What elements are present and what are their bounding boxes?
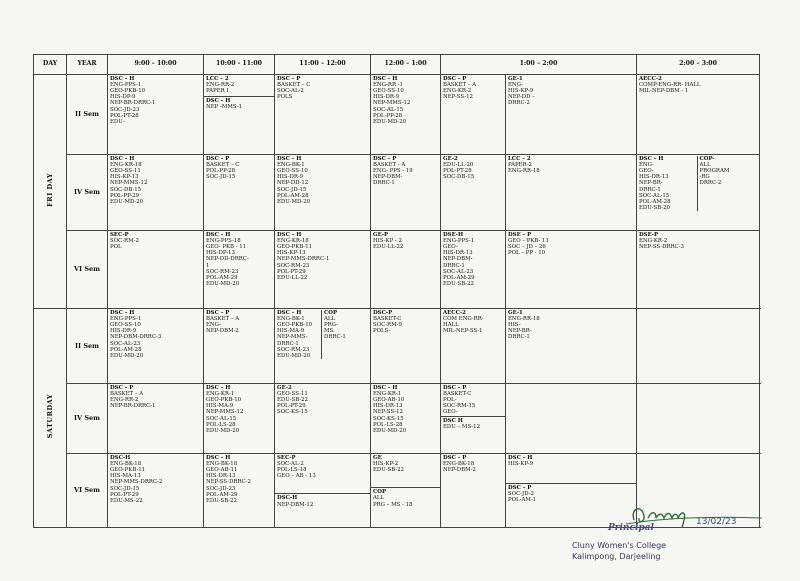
cell-line: DSE-H [443,231,464,238]
cell-line: DSC – P [110,384,134,391]
timetable-cell [637,383,760,453]
cell-line: GEO – PKB- 11 [508,237,549,244]
cell-line: HIS-DR-13 [206,473,236,480]
cell-line: DRRC-1 [443,262,465,269]
cell-line: DSC – P [443,384,467,391]
cell-line: EDU-SB-22 [206,498,237,505]
cell-line: DRRC-2 [508,100,530,107]
cell-line: GEO – AB - 13 [277,473,316,480]
cell-line: NEP-DBM-2 [443,467,476,474]
cell-line: NEP-SS-12 [373,409,403,416]
cell-line: HIS-KP-2 [373,460,399,467]
cell-line: POL – PP - 10 [508,250,546,257]
cell-line: DRRC-1 [373,180,395,187]
cell-line: GEO- [639,168,654,175]
cell-line: GE-2 [443,155,458,162]
timetable-cell [506,230,637,308]
timetable-cell [371,74,441,154]
cell-line: POL- [443,397,457,404]
header-row [34,55,760,75]
cell-line: HIS-DR-13 [443,250,473,257]
cell-line: ENG-PPS-18 [206,237,241,244]
cell-line: SOC-DB-15 [110,186,142,193]
timetable-cell [204,383,275,453]
cell-line: NEP-BR- [639,180,663,187]
cell-line: GEO-PKB-11 [277,244,313,251]
cell-line: ENG-PPS-1 [110,81,142,88]
cell-line: NEP-BR-DRRC-1 [110,403,156,410]
cell-line: ALL [373,495,385,502]
cell-line: SOC-RM-23 [206,268,239,275]
cell-line: NEP-DBM- [373,174,403,181]
cell-line: BASKET - A [373,161,406,168]
cell-line: HIS-DR-9 [373,94,400,101]
day-label: SATURDAY [45,394,54,439]
cell-line: ALL [324,315,336,322]
cell-line: LCC – 2 [206,75,229,82]
cell-line: DSC – H [206,231,231,238]
cell-line: POL-AM-29 [206,491,238,498]
cell-line: SOC-JD-15 [206,174,236,181]
cell-line: HIS-MA-13 [110,473,141,480]
timetable-cell [441,383,506,453]
cell-line: BASKET – C [206,161,240,168]
timetable-cell [204,230,275,308]
cell-line: NEP-DBM-DRRC-3 [110,334,162,341]
cell-line: SOC-AL-15 [639,192,670,199]
timetable-cell [441,230,506,308]
cell-line: DSC – P [443,75,467,82]
header-slot-4: 12:00 – 1:00 [371,55,441,75]
cell-line: MIL-NEP-DBM - 1 [639,88,689,95]
cell-line: ENG-KR-2 [443,88,472,95]
cell-line: EDU-LL-20 [443,161,474,168]
cell-line: ENG-BK-18 [443,460,475,467]
cell-line: HIS-DR-13 [639,174,669,181]
cell-line: EDU-SB-22 [277,397,308,404]
cell-line: EDU-LL-22 [277,275,308,282]
cell-line: HIS-KP-9 [508,88,534,95]
cell-line: ENG-BK-1 [277,161,305,168]
cell-line: SOC-RM-15 [443,403,476,410]
cell-line: SOC – JD – 26 [508,244,546,251]
cell-line: PAPER-2 [508,161,532,168]
year-label: IV Sem [67,383,108,453]
cell-line: DSC – P [206,155,230,162]
day-label-cell [34,74,67,308]
cell-line: DSC – P [443,454,467,461]
cell-line: POL-AM-1 [508,497,537,504]
cell-line: DSC – H [277,309,302,316]
cell-line: GE-1 [508,75,523,82]
cell-line: DSC – H [206,454,231,461]
cell-line: POL-PP-29 [110,192,140,199]
cell-line: NEP-MMS-12 [110,180,148,187]
cell-line: GEO-PKB-10 [206,397,242,404]
cell-line: EDU-MD-20 [373,428,407,435]
cell-line: NEP-MMS-12 [206,409,244,416]
cell-line: EDU-MD-20 [110,199,144,206]
cell-line: ENG-RR-2 [206,81,235,88]
cell-line: HALL [443,322,459,329]
cell-line: ENG- [508,81,523,88]
timetable-cell [637,74,760,154]
timetable-cell [108,230,204,308]
timetable-row [34,383,760,453]
cell-line: POL [110,244,122,251]
cell-line: HIS-KP - 2 [373,237,402,244]
cell-line: DSC – H [373,75,398,82]
cell-line: SOC-AL-2 [277,88,304,95]
cell-line: NEP-BR- [508,328,532,335]
cell-line: ALL [699,161,711,168]
cell-line: AECC-2 [639,75,662,82]
cell-line: ENG-KR-18 [277,237,309,244]
cell-line: HIS-KP-13 [110,174,139,181]
cell-line: GEO-PKB-10 [277,322,313,329]
cell-line: DSC – P [373,155,397,162]
year-label: II Sem [67,308,108,383]
cell-line: GEO-SS-10 [373,88,404,95]
cell-line: SOC-AL-23 [110,340,141,347]
cell-line: NEP-DBM-2 [206,328,239,335]
cell-line: POL-AM-29 [206,275,238,282]
cell-line: ENG-KR-18 [110,161,142,168]
cell-line: GEO-PKB-11 [110,467,146,474]
timetable-cell [108,154,204,230]
cell-line: POL-LS-28 [373,421,403,428]
cell-line: EDU-SB-20 [639,205,670,212]
cell-line: ENG-RR -1 [373,81,403,88]
cell-line: ENG-KR-1 [206,390,235,397]
cell-line: GEO-AB-11 [206,467,238,474]
cell-line: EDU-MD-20 [206,281,240,288]
cell-line: PAPER I [206,88,229,95]
timetable-cell [204,308,275,383]
header-slot-5: 1:00 – 2:00 [441,55,637,75]
timetable-cell [441,453,506,527]
cell-line: ENG-RR-18 [508,315,540,322]
cell-line: NEP-SS-DRRC-3 [639,244,684,251]
cell-line: NEP-BR-DRRC-1 [110,100,156,107]
cell-line: ENG-BK-18 [206,460,238,467]
timetable-cell [275,154,371,230]
day-label: FRI DAY [45,173,54,207]
timetable-cell [108,74,204,154]
cell-line: HIS-MA-9 [277,328,305,335]
timetable-cell [275,383,371,453]
cell-line: HIS-DP-13 [206,250,235,257]
timetable-cell [637,308,760,383]
timetable-cell [108,453,204,527]
cell-line: POL-AM-29 [443,275,475,282]
cell-line: DSC – P [206,309,230,316]
cell-line: POL-AM-28 [639,199,671,206]
header-slot-6: 2:00 – 3:00 [637,55,760,75]
cell-line: DSC – H [639,155,664,162]
timetable-cell [275,453,371,527]
cell-line: POL-AM-28 [277,192,309,199]
timetable-cell [108,383,204,453]
timetable-cell [275,74,371,154]
cell-line: POL-PT-29 [277,403,306,410]
cell-line: SOC-AL-15 [206,415,237,422]
cell-line: GEO-AB-10 [373,397,405,404]
cell-line: NEP-DD-DRRC- [206,256,249,263]
cell-line: NEP-DBM-12 [277,501,314,508]
cell-line: COP [373,489,387,496]
cell-line: SOC-JD-23 [110,106,140,113]
cell-line: DRRC-1 [277,340,299,347]
cell-line: COP- [699,155,715,162]
cell-line: DRRC-2 [699,180,722,187]
cell-line: DSC – H [277,155,302,162]
cell-line: AECC-2 [443,309,466,316]
cell-line: POL-AM-28 [110,346,142,353]
cell-line: EDU-MD-20 [277,353,311,360]
cell-line: SOC-JD-23 [206,485,236,492]
cell-line: LCC – 2 [508,155,531,162]
timetable-cell [441,74,506,154]
timetable-cell [371,154,441,230]
cell-line: EDU-SB-22 [373,467,404,474]
cell-line: ENG-KR-2 [639,237,668,244]
cell-line: BASKET – A [110,390,144,397]
year-label: VI Sem [67,453,108,527]
college-place: Kalimpong, Darjeeling [572,552,661,561]
cell-line: DSE-P [639,231,659,238]
cell-line: GEO-SS-10 [110,322,141,329]
timetable-cell [371,383,441,453]
cell-line: GEO-PKB-10 [110,88,146,95]
cell-line: EDU-SB-22 [443,281,474,288]
header-day: DAY [34,55,67,75]
cell-line: BASKET – A [443,81,477,88]
cell-line: DRRC-1 [508,334,530,341]
cell-line: SOC-DB-15 [443,174,475,181]
cell-line: BASKET-C [443,390,472,397]
cell-line: -RG [699,174,710,181]
cell-line: POLS- [373,328,391,335]
cell-line: POL-PP-28 [373,112,403,119]
cell-line: GEO-SS-11 [110,168,141,175]
cell-line: DSC – H [206,98,231,105]
timetable-cell [371,230,441,308]
timetable-cell [441,308,506,383]
cell-line: HIS-DP-9 [110,94,136,101]
cell-line: COMP-ENG-RR- HALL [639,81,701,88]
cell-line: GEO-SS-10 [277,168,308,175]
cell-line: HIS-DR-9 [110,328,137,335]
cell-line: 1 [206,262,210,269]
cell-line: SOC-JD-15 [277,186,307,193]
cell-line: EDU-MD-20 [206,428,240,435]
timetable-cell [204,154,275,230]
cell-line: SOC-RM-23 [277,262,310,269]
cell-line: GE-P [373,231,389,238]
principal-title: Principal [608,523,654,533]
timetable-cell [506,74,637,154]
cell-line: GEO- [443,409,458,416]
cell-line: NEP-DD – [508,94,535,101]
cell-line: POL-PT-29 [110,491,139,498]
college-name: Cluny Women's College [572,541,667,550]
cell-line: NEP-MMS- [277,334,308,341]
cell-line: EDU- [110,119,125,126]
cell-line: ENG- PPS - 19 [373,168,413,175]
cell-line: BASKET-C [373,315,402,322]
cell-line: HIS-MA-9 [206,403,234,410]
year-label: II Sem [67,74,108,154]
cell-line: PRG – MS - 18 [373,501,413,508]
cell-line: DSC – H [110,75,135,82]
cell-line: POL-LS-28 [206,421,236,428]
timetable-cell [275,308,371,383]
timetable-row [34,230,760,308]
cell-line: DSC – H [508,454,533,461]
timetable-cell [371,308,441,383]
cell-line: SOC-AL-2 [277,460,304,467]
cell-line: ENG-BK-1 [277,315,305,322]
cell-line: DSC-H [110,454,131,461]
cell-line: HIS-DR-9 [277,174,304,181]
timetable-cell [637,230,760,308]
cell-line: DSC – P [508,485,532,492]
cell-line: NEP-SS-DRRC-2 [206,479,251,486]
cell-line: SOC-AL-23 [443,268,474,275]
cell-line: POL-PT-29 [277,268,306,275]
cell-line: POL-LS-18 [277,467,307,474]
cell-line: COP [324,309,338,316]
cell-line: DSE – P [508,231,532,238]
cell-line: SOC-RM-9 [373,322,402,329]
cell-line: ENG-PPS-1 [110,315,142,322]
timetable-cell [506,383,637,453]
cell-line: GE-1 [508,309,523,316]
cell-line: GEO-SS-11 [277,390,308,397]
signature-date: 13/02/23 [696,517,737,527]
timetable-cell [637,154,760,230]
cell-line: DSC – H [206,384,231,391]
cell-line: SOC-JD-15 [110,485,140,492]
cell-line: HIS-KP-13 [277,250,306,257]
cell-line: DSC – H [277,231,302,238]
cell-line: ENG-RR-2 [110,397,139,404]
day-label-cell [34,308,67,527]
cell-line: COM ENG-RR- [443,315,484,322]
cell-line: SOC-AL-15 [373,106,404,113]
cell-line: EDU-MS-22 [110,498,143,505]
cell-line: ENG-RR-18 [508,168,540,175]
cell-line: DSC – H [373,384,398,391]
cell-line: ENG- [639,161,654,168]
cell-line: SEC-P [277,454,296,461]
cell-line: DSC-P [373,309,393,316]
cell-line: SEC-P [110,231,129,238]
timetable [33,54,760,528]
timetable-cell [275,230,371,308]
cell-line: SOC-RM-2 [110,237,139,244]
cell-line: DSC – H [110,309,135,316]
timetable-row [34,154,760,230]
college-block [572,540,666,562]
cell-line: POL-PP-28 [206,168,236,175]
cell-line: EDU-MD-20 [277,199,311,206]
timetable-row [34,308,760,383]
cell-line: SOC-RM-23 [277,346,310,353]
cell-line: NEP-MMS-DRRC-1 [277,256,330,263]
timetable-cell [506,154,637,230]
header-slot-2: 10:00 - 11:00 [204,55,275,75]
cell-line: DSC-H [277,495,298,502]
cell-line: ENG-KR-1 [373,390,402,397]
cell-line: BASKET – A [206,315,240,322]
cell-line: SOC-KS-15 [277,409,308,416]
cell-line: HIS- [508,322,521,329]
timetable-cell [204,74,275,154]
cell-line: PROGRAM [699,168,730,175]
cell-line: EDU-LL-22 [373,244,404,251]
cell-line: GE-2 [277,384,292,391]
cell-line: DRRC-1 [639,186,661,193]
cell-line: POL-PT-28 [443,168,472,175]
cell-line: BASKET – C [277,81,311,88]
cell-line: POLS [277,94,293,101]
header-slot-1: 9:00 – 10:00 [108,55,204,75]
timetable-cell [371,453,441,527]
cell-line: PRG- [324,322,338,329]
cell-line: GE [373,454,382,461]
timetable-cell [108,308,204,383]
cell-line: NEP-MMS-12 [373,100,411,107]
header-slot-3: 11:00 – 12:00 [275,55,371,75]
cell-line: HIS-KP-9 [508,460,534,467]
cell-line: NEP-SS-12 [443,94,473,101]
cell-line: DSC – H [110,155,135,162]
cell-line: NEP-DBM- [443,256,473,263]
cell-line: HIS-DR-13 [373,403,403,410]
timetable-cell [204,453,275,527]
timetable-row [34,74,760,154]
cell-line: SOC-KS-15 [373,415,404,422]
header-year: YEAR [67,55,108,75]
cell-line: GEO- PKB - 11 [206,244,247,251]
cell-line: EDU – MS-12 [443,423,481,430]
cell-line: DSC – P [277,75,301,82]
cell-line: ENG-BK-18 [110,460,142,467]
cell-line: ENG-PPS-1 [443,237,475,244]
cell-line: POL-PT-28 [110,112,139,119]
cell-line: SOC-JD-2 [508,491,534,498]
timetable-cell [506,308,637,383]
cell-line: EDU-MD-20 [373,119,407,126]
timetable-cell [441,154,506,230]
cell-line: NEP-DD-12 [277,180,309,187]
cell-line: ENG- [206,322,221,329]
cell-line: NEP -MMS-1 [206,104,242,111]
year-label: IV Sem [67,154,108,230]
cell-line: GEO- [443,244,458,251]
cell-line: DRRC-1 [324,334,346,341]
year-label: VI Sem [67,230,108,308]
cell-line: EDU-MD-20 [110,353,144,360]
cell-line: MS. [324,328,335,335]
cell-line: NEP-MMS-DRRC-2 [110,479,163,486]
cell-line: MIL-NEP-SS-1 [443,328,483,335]
cell-line: DSC H [443,417,463,424]
